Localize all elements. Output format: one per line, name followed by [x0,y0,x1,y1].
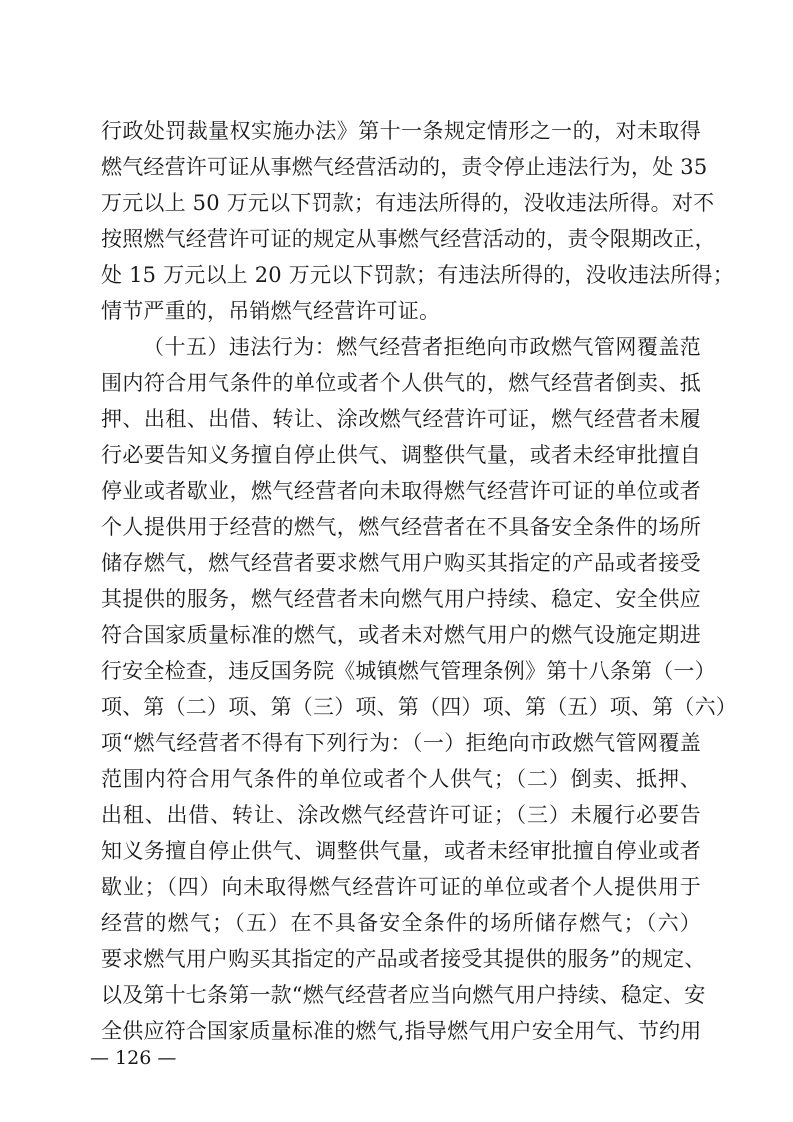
body-line-8: 围内符合用气条件的单位或者个人供气的，燃气经营者倒卖、抵 [101,371,701,395]
body-line-18: 项“燃气经营者不得有下列行为：（一）拒绝向市政燃气管网覆盖 [101,731,701,755]
body-line-17: 项、第（二）项、第（三）项、第（四）项、第（五）项、第（六） [101,695,737,719]
body-line-22: 歇业；（四）向未取得燃气经营许可证的单位或者个人提供用于 [101,875,701,899]
body-line-11: 停业或者歇业，燃气经营者向未取得燃气经营许可证的单位或者 [101,479,701,503]
body-line-14: 其提供的服务，燃气经营者未向燃气用户持续、稳定、安全供应 [101,587,701,611]
page-number: — 126 — [90,1047,177,1069]
body-line-23: 经营的燃气；（五）在不具备安全条件的场所储存燃气；（六） [101,911,701,935]
body-line-6: 情节严重的，吊销燃气经营许可证。 [101,299,441,323]
body-line-24: 要求燃气用户购买其指定的产品或者接受其提供的服务”的规定、 [101,947,706,971]
body-line-2: 燃气经营许可证从事燃气经营活动的，责令停止违法行为，处 35 [101,155,708,179]
body-line-3: 万元以上 50 万元以下罚款；有违法所得的，没收违法所得。对不 [101,191,715,215]
body-line-25: 以及第十七条第一款“燃气经营者应当向燃气用户持续、稳定、安 [101,983,706,1007]
body-line-20: 出租、出借、转让、涂改燃气经营许可证；（三）未履行必要告 [101,803,701,827]
section-15-line-1: （十五）违法行为：燃气经营者拒绝向市政燃气管网覆盖范 [143,335,701,359]
body-line-21: 知义务擅自停止供气、调整供气量，或者未经审批擅自停业或者 [101,839,701,863]
body-line-15: 符合国家质量标准的燃气，或者未对燃气用户的燃气设施定期进 [101,623,701,647]
body-line-4: 按照燃气经营许可证的规定从事燃气经营活动的，责令限期改正， [101,227,716,251]
body-line-9: 押、出租、出借、转让、涂改燃气经营许可证，燃气经营者未履 [101,407,701,431]
body-line-19: 范围内符合用气条件的单位或者个人供气；（二）倒卖、抵押、 [101,767,701,791]
body-line-10: 行必要告知义务擅自停止供气、调整供气量，或者未经审批擅自 [101,443,701,467]
body-line-5: 处 15 万元以上 20 万元以下罚款；有违法所得的，没收违法所得； [101,263,734,287]
body-line-1: 行政处罚裁量权实施办法》第十一条规定情形之一的，对未取得 [101,119,701,143]
body-line-16: 行安全检查，违反国务院《城镇燃气管理条例》第十八条第（一） [101,659,716,683]
body-line-12: 个人提供用于经营的燃气，燃气经营者在不具备安全条件的场所 [101,515,701,539]
body-line-26: 全供应符合国家质量标准的燃气,指导燃气用户安全用气、节约用 [101,1019,702,1043]
body-line-13: 储存燃气，燃气经营者要求燃气用户购买其指定的产品或者接受 [101,551,701,575]
